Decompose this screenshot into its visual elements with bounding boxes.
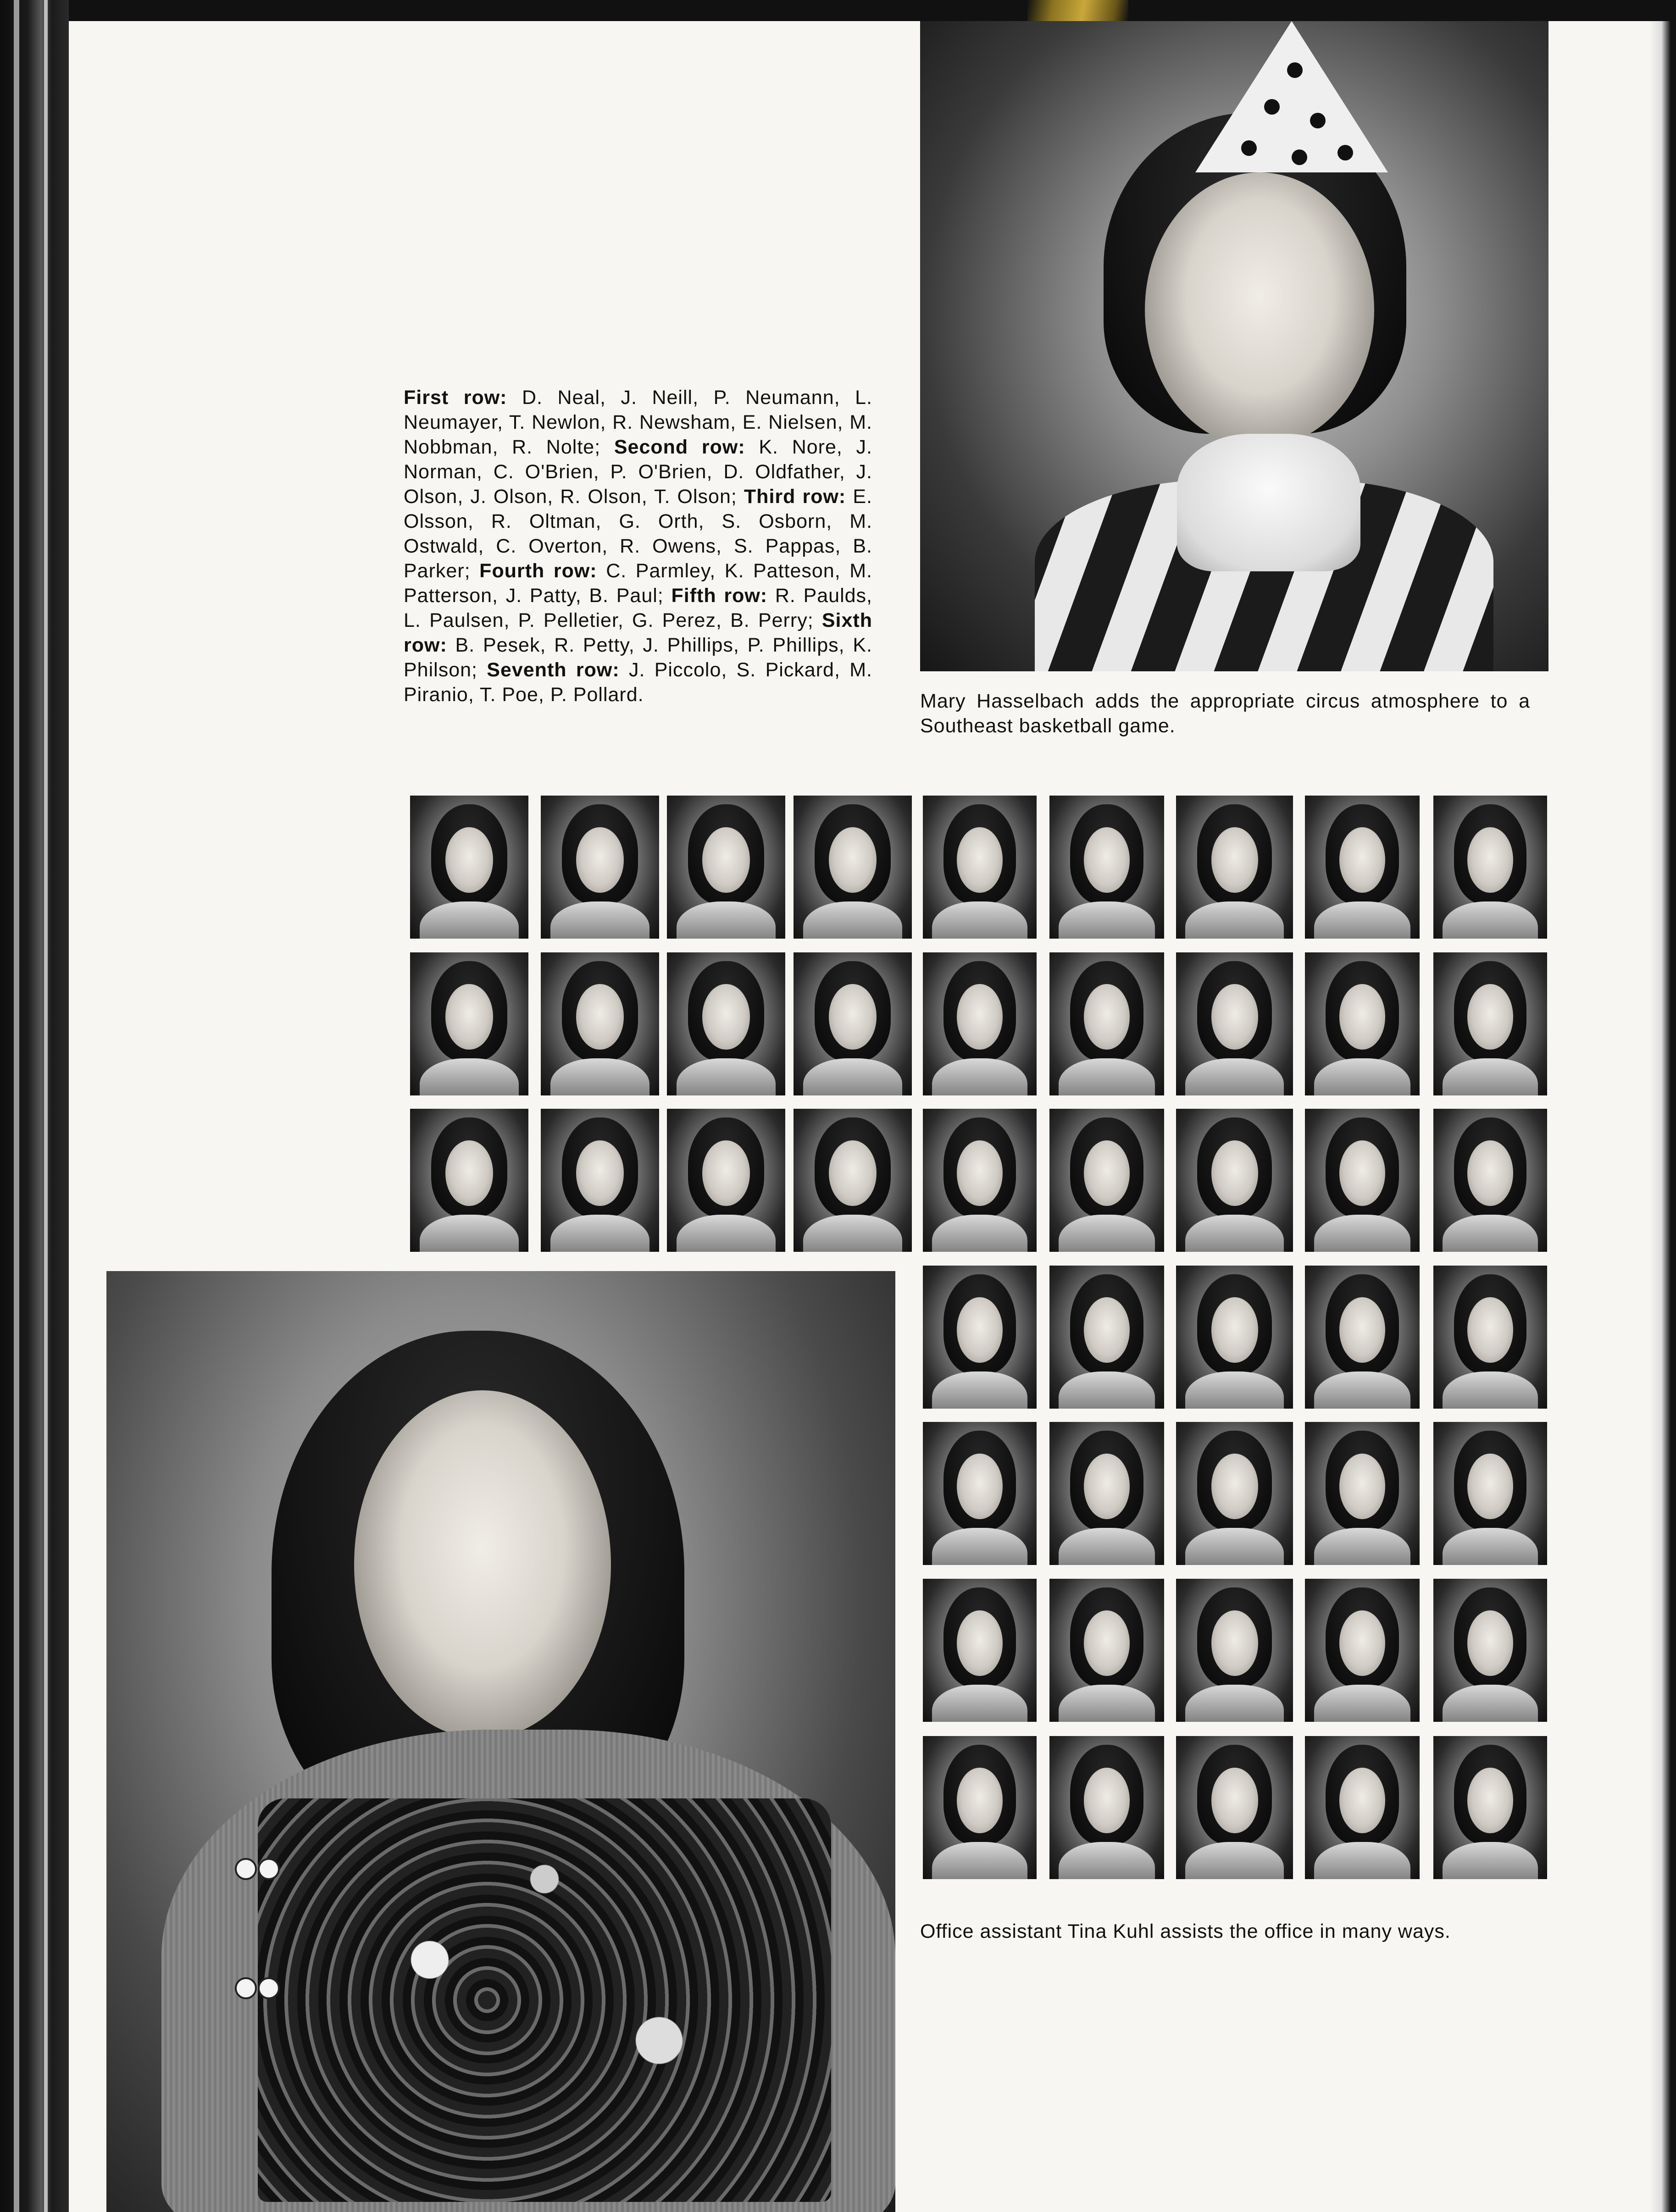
student-portrait [1176,1579,1293,1722]
student-portrait [1433,1736,1547,1879]
top-edge-band [0,0,1676,21]
roster-caption [404,385,872,707]
row-label: Seventh row: [487,659,620,681]
student-portrait [667,952,785,1095]
student-portrait [1433,1109,1547,1252]
spine-stripe [14,0,19,2212]
photo-face [354,1390,611,1739]
student-portrait [1049,1109,1164,1252]
gold-page-tab [1027,0,1128,21]
student-portrait [1305,1266,1420,1409]
student-portrait [923,796,1037,939]
student-portrait [541,796,659,939]
row-names: R. Paulds, L. Paulsen, P. Pelletier, G. Perez, B. Perry; [404,585,872,631]
student-portrait [923,952,1037,1095]
tina-photo-caption: Office assistant Tina Kuhl assists the office in many ways. [920,1920,1451,1942]
student-portrait [923,1266,1037,1409]
row-label: Third row: [744,486,846,508]
student-portrait [410,796,528,939]
hat-dot [1241,140,1257,156]
hat-dot [1310,113,1326,128]
student-portrait [794,952,912,1095]
student-portrait [923,1422,1037,1565]
student-portrait [1305,1579,1420,1722]
student-portrait [410,952,528,1095]
student-portrait [794,796,912,939]
row-label: Second row: [614,436,745,458]
student-portrait [794,1109,912,1252]
row-names: B. Pesek, R. Petty, J. Phillips, P. Phillips, K. Philson; [404,634,872,681]
student-portrait [541,952,659,1095]
row-label: Sixth row: [404,609,872,656]
row-label: Fourth row: [479,560,597,582]
row-names: J. Piccolo, S. Pickard, M. Piranio, T. Poe, P. Pollard. [404,659,872,706]
floral-bag [258,1798,831,2202]
student-portrait [1176,1422,1293,1565]
student-portrait [1176,1109,1293,1252]
photo-face [1145,172,1374,448]
row-label: First row: [404,387,507,409]
student-portrait [923,1109,1037,1252]
student-portrait [1176,952,1293,1095]
student-portrait [1049,1422,1164,1565]
bag-ring [258,1858,280,1880]
student-portrait [1305,1109,1420,1252]
student-portrait [1433,1422,1547,1565]
student-portrait [541,1109,659,1252]
row-names: C. Parmley, K. Patteson, M. Patterson, J. Patty, B. Paul; [404,560,872,607]
book-spine [0,0,69,2212]
student-portrait [1305,952,1420,1095]
bag-ring [235,1858,257,1880]
student-portrait [1433,1266,1547,1409]
student-portrait [1049,796,1164,939]
student-portrait [923,1579,1037,1722]
student-portrait [1176,1266,1293,1409]
student-portrait [1433,796,1547,939]
page-right-edge [1649,21,1676,2212]
student-portrait [1305,1422,1420,1565]
hat-dot [1337,145,1353,160]
student-portrait [1433,1579,1547,1722]
student-portrait [1049,952,1164,1095]
student-portrait [1433,952,1547,1095]
row-names: E. Olsson, R. Oltman, G. Orth, S. Osborn, M. Ostwald, C. Overton, R. Owens, S. Pappas, B. Parker; [404,486,872,582]
student-portrait [1305,796,1420,939]
party-hat [1195,21,1388,172]
student-portrait [667,1109,785,1252]
turtleneck-collar [1177,434,1360,571]
bag-ring [235,1977,257,1999]
row-label: Fifth row: [671,585,768,607]
student-portrait [923,1736,1037,1879]
student-portrait [1049,1266,1164,1409]
mary-hasselbach-photo [920,21,1548,671]
student-portrait [1176,796,1293,939]
student-portrait [1049,1579,1164,1722]
student-portrait [1176,1736,1293,1879]
row-names: K. Nore, J. Norman, C. O'Brien, P. O'Brien, D. Oldfather, J. Olson, J. Olson, R. Olson, T. Olson; [404,436,873,508]
tina-kuhl-photo [106,1271,895,2212]
spine-stripe [44,0,48,2212]
student-portrait [667,796,785,939]
bag-ring [258,1977,280,1999]
student-portrait [1049,1736,1164,1879]
row-names: D. Neal, J. Neill, P. Neumann, L. Neumayer, T. Newlon, R. Newsham, E. Nielsen, M. Nobbman, R. Nolte; [404,387,872,458]
hat-dot [1264,99,1280,115]
student-portrait [1305,1736,1420,1879]
hat-dot [1287,62,1303,78]
hat-dot [1292,149,1307,165]
mary-photo-caption: Mary Hasselbach adds the appropriate circus atmosphere to a Southeast basketball game. [920,690,1530,737]
student-portrait [410,1109,528,1252]
